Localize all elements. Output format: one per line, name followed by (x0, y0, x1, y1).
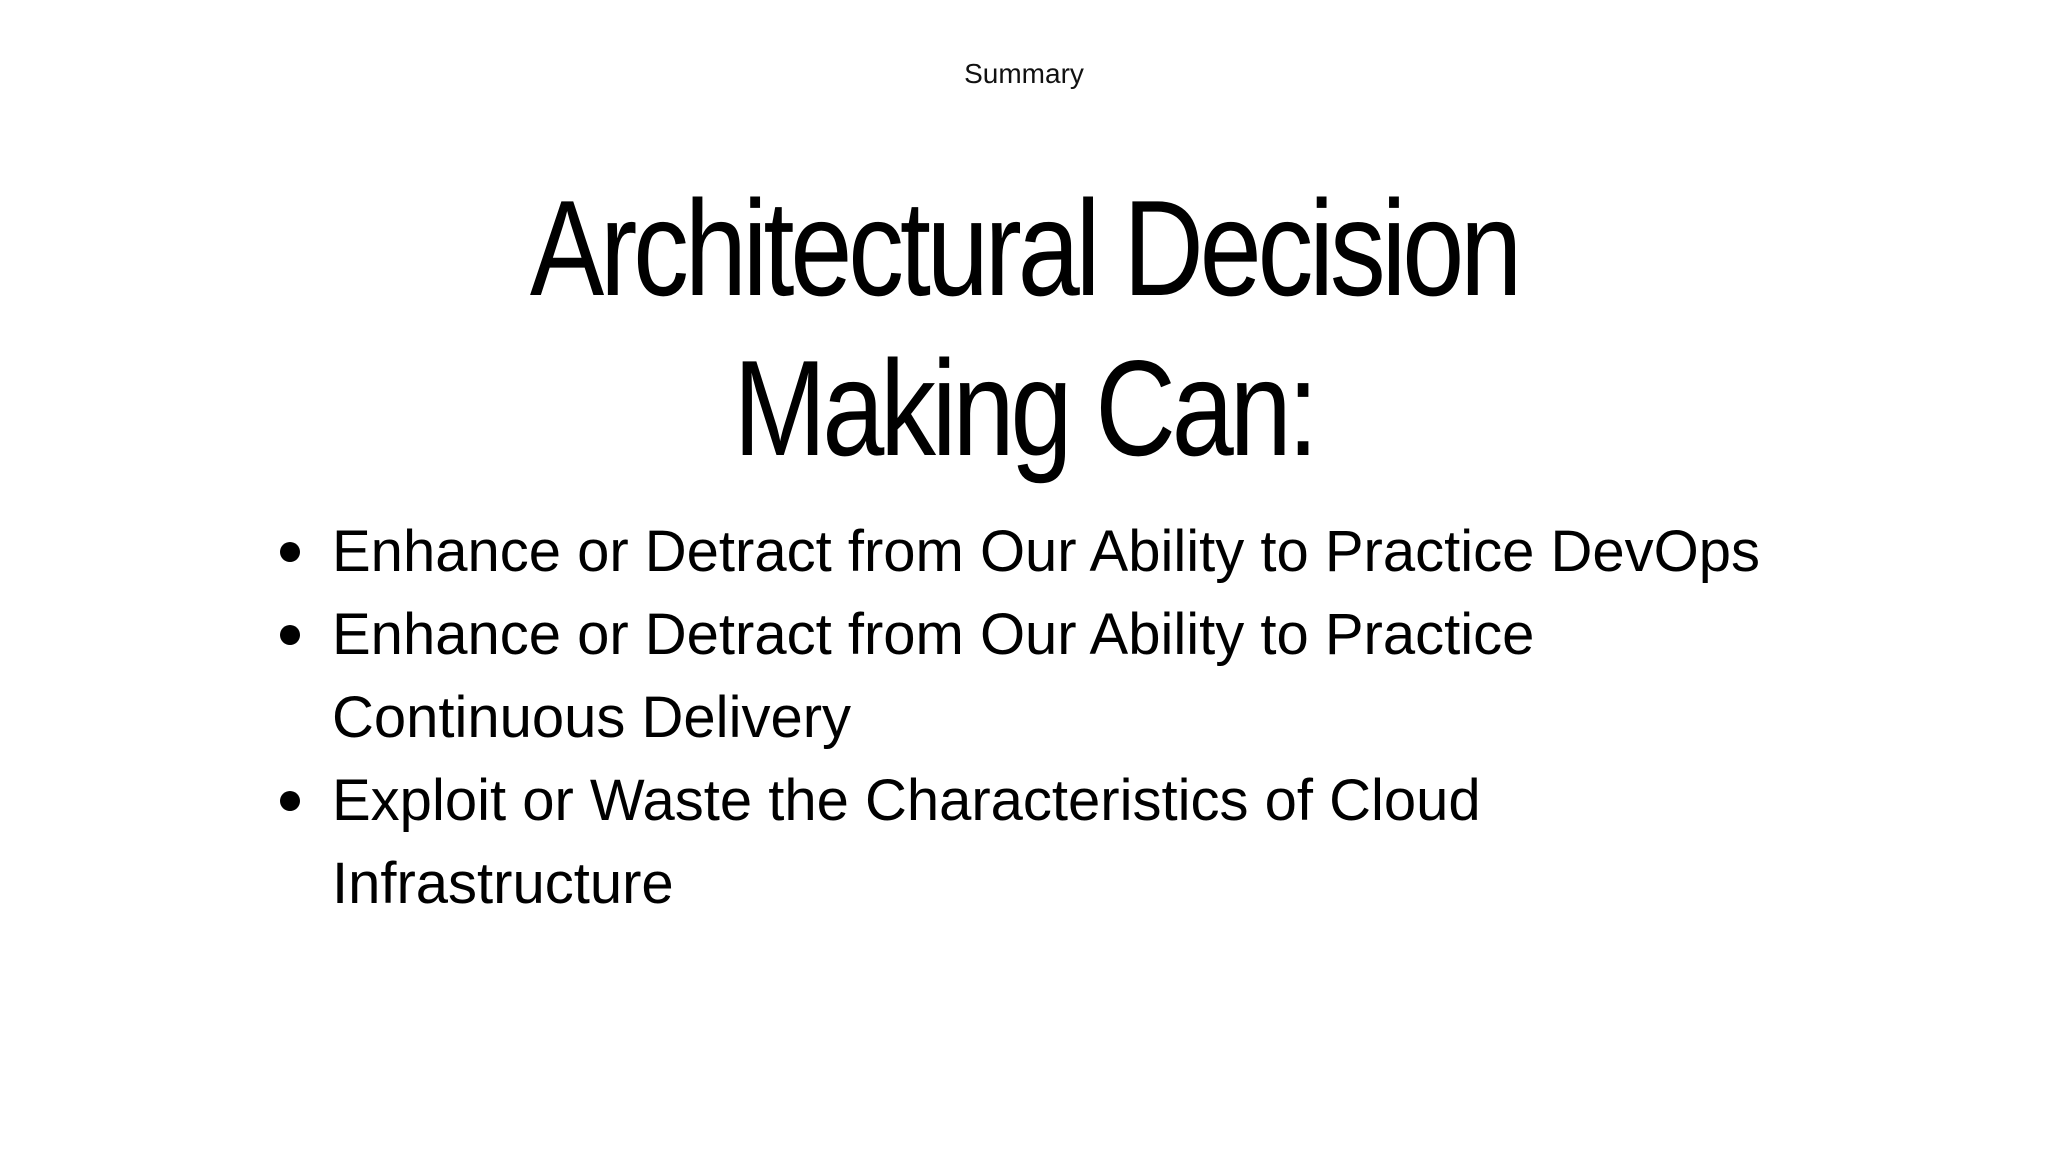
bullet-item (280, 593, 1760, 759)
slide-title (184, 168, 1863, 488)
bullet-dot-icon (280, 791, 300, 811)
slide-title-line-2: Making Can: (733, 332, 1315, 484)
bullet-dot-icon (280, 625, 300, 645)
bullet-text: Enhance or Detract from Our Ability to Practice Continuous Delivery (332, 602, 1535, 750)
bullet-text: Enhance or Detract from Our Ability to Practice DevOps (332, 519, 1760, 584)
bullet-dot-icon (280, 542, 300, 562)
bullet-list (280, 510, 1760, 925)
slide-title-line-1: Architectural Decision (529, 172, 1519, 324)
section-label: Summary (964, 58, 1084, 89)
bullet-item (280, 510, 1760, 593)
bullet-item (280, 759, 1760, 925)
bullet-text: Exploit or Waste the Characteristics of Cloud Infrastructure (332, 768, 1481, 916)
